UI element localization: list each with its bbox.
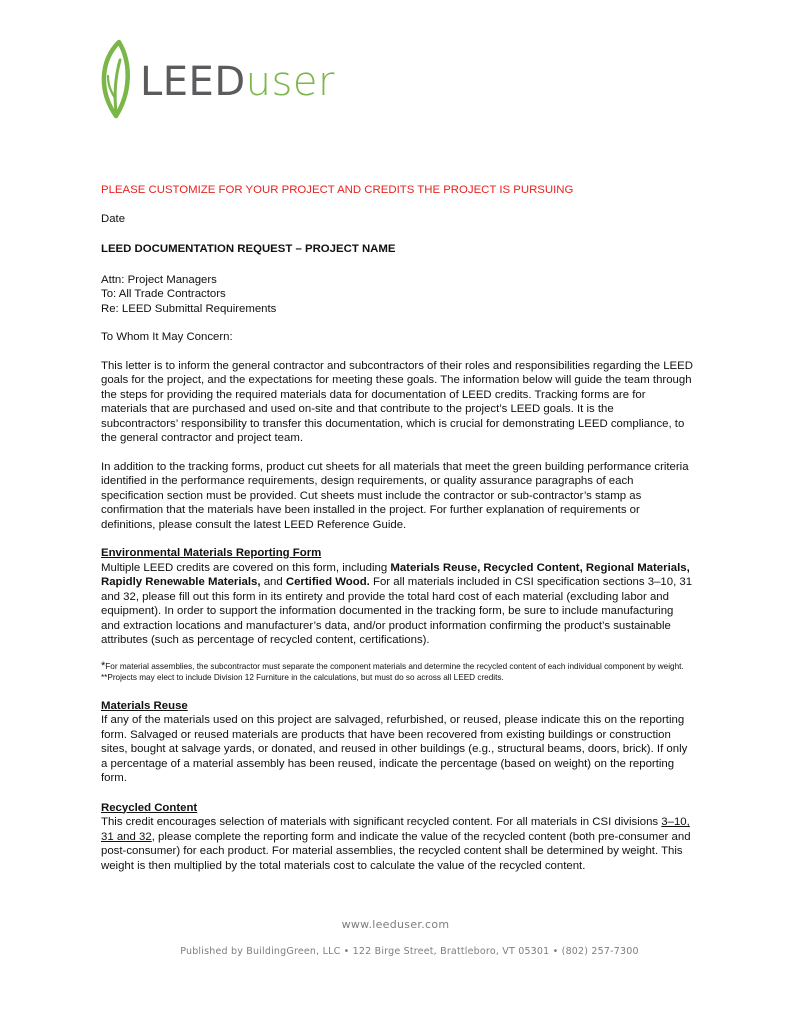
footer-url: www.leeduser.com	[341, 918, 450, 931]
footnote-assemblies: *For material assemblies, the subcontractor must separate the component materials and determine the recycled content of each individual component by weight.	[101, 659, 684, 672]
date-label: Date	[101, 212, 126, 225]
logo-wordmark	[140, 59, 335, 105]
recycled-content-heading: Recycled Content	[101, 801, 198, 814]
materials-reuse-heading: Materials Reuse	[101, 699, 188, 712]
leeduser-logo	[96, 38, 396, 120]
csi-divisions-link[interactable]: 3–10, 31 and 32	[101, 816, 690, 843]
letter-title: LEED DOCUMENTATION REQUEST – PROJECT NAME	[101, 243, 396, 255]
footnote-furniture: **Projects may elect to include Division 12 Furniture in the calculations, but must do so across all LEED credits.	[101, 672, 504, 682]
letter-header-lines	[101, 273, 693, 317]
env-form-heading: Environmental Materials Reporting Form	[101, 547, 322, 559]
re-line: Re: LEED Submittal Requirements	[101, 302, 277, 315]
salutation: To Whom It May Concern:	[101, 331, 233, 343]
to-line: To: All Trade Contractors	[101, 288, 226, 300]
env-form-paragraph: Multiple LEED credits are covered on this form, including Materials Reuse, Recycled Content, Regional Materials, Rapidly Renewable Materials, and Certified Wood. For all materials included in CSI specification sections 3–10, 31 and 32, please fill out this form in its entirety and provide the total hard cost of each material (excluding labor and equipment). In order to support the information documented in the tracking form, be sure to include manufacturing and extraction locations and manufacturer’s data, and/or product information confirming the product’s sustainable attributes (such as percentage of recycled content, certifications).	[101, 561, 693, 646]
footnotes	[101, 661, 693, 683]
materials-reuse-paragraph: If any of the materials used on this project are salvaged, refurbished, or reused, please indicate this on the reporting form. Salvaged or reused materials are products that have been recovered from existing buildings or construction sites, bought at salvage yards, or donated, and reused in other buildings (e.g., structural beams, doors, brick). If only a percentage of a material assembly has been reused, indicate the percentage (based on weight) on the reporting form.	[101, 714, 688, 784]
customize-notice: PLEASE CUSTOMIZE FOR YOUR PROJECT AND CREDITS THE PROJECT IS PURSUING	[101, 184, 574, 196]
logo-suffix: user	[245, 59, 335, 105]
letter-body	[101, 183, 693, 873]
intro-paragraph: This letter is to inform the general contractor and subcontractors of their roles and responsibilities regarding the LEED goals for the project, and the expectations for meeting these goals. The information below will guide the team through the steps for providing the required materials data for documentation of LEED credits. Tracking forms are for materials that are purchased and used on-site and that contribute to the project’s LEED goals. It is the subcontractors’ responsibility to transfer this documentation, which is crucial for demonstrating LEED compliance, to the general contractor and project team.	[101, 359, 693, 444]
leaf-icon	[96, 38, 140, 120]
footer-publisher: Published by BuildingGreen, LLC • 122 Birge Street, Brattleboro, VT 05301 • (802) 257-7300	[180, 946, 639, 957]
attn-line: Attn: Project Managers	[101, 273, 217, 286]
recycled-content-paragraph: This credit encourages selection of materials with significant recycled content. For all materials in CSI divisions 3–10, 31 and 32, please complete the reporting form and indicate the value of the recycled content (both pre-consumer and post-consumer) for each product. For material assemblies, the recycled content shall be determined by weight. This weight is then multiplied by the total materials cost to calculate the value of the recycled content.	[101, 816, 691, 872]
cut-sheets-paragraph: In addition to the tracking forms, product cut sheets for all materials that meet the green building performance criteria identified in the performance requirements, design requirements, or quality assurance paragraphs of each specification section must be provided. Cut sheets must include the contractor or sub-contractor’s stamp as confirmation that the materials have been installed in the project. For further explanation of requirements or definitions, please consult the latest LEED Reference Guide.	[101, 460, 689, 531]
logo-brand: LEED	[140, 59, 246, 105]
